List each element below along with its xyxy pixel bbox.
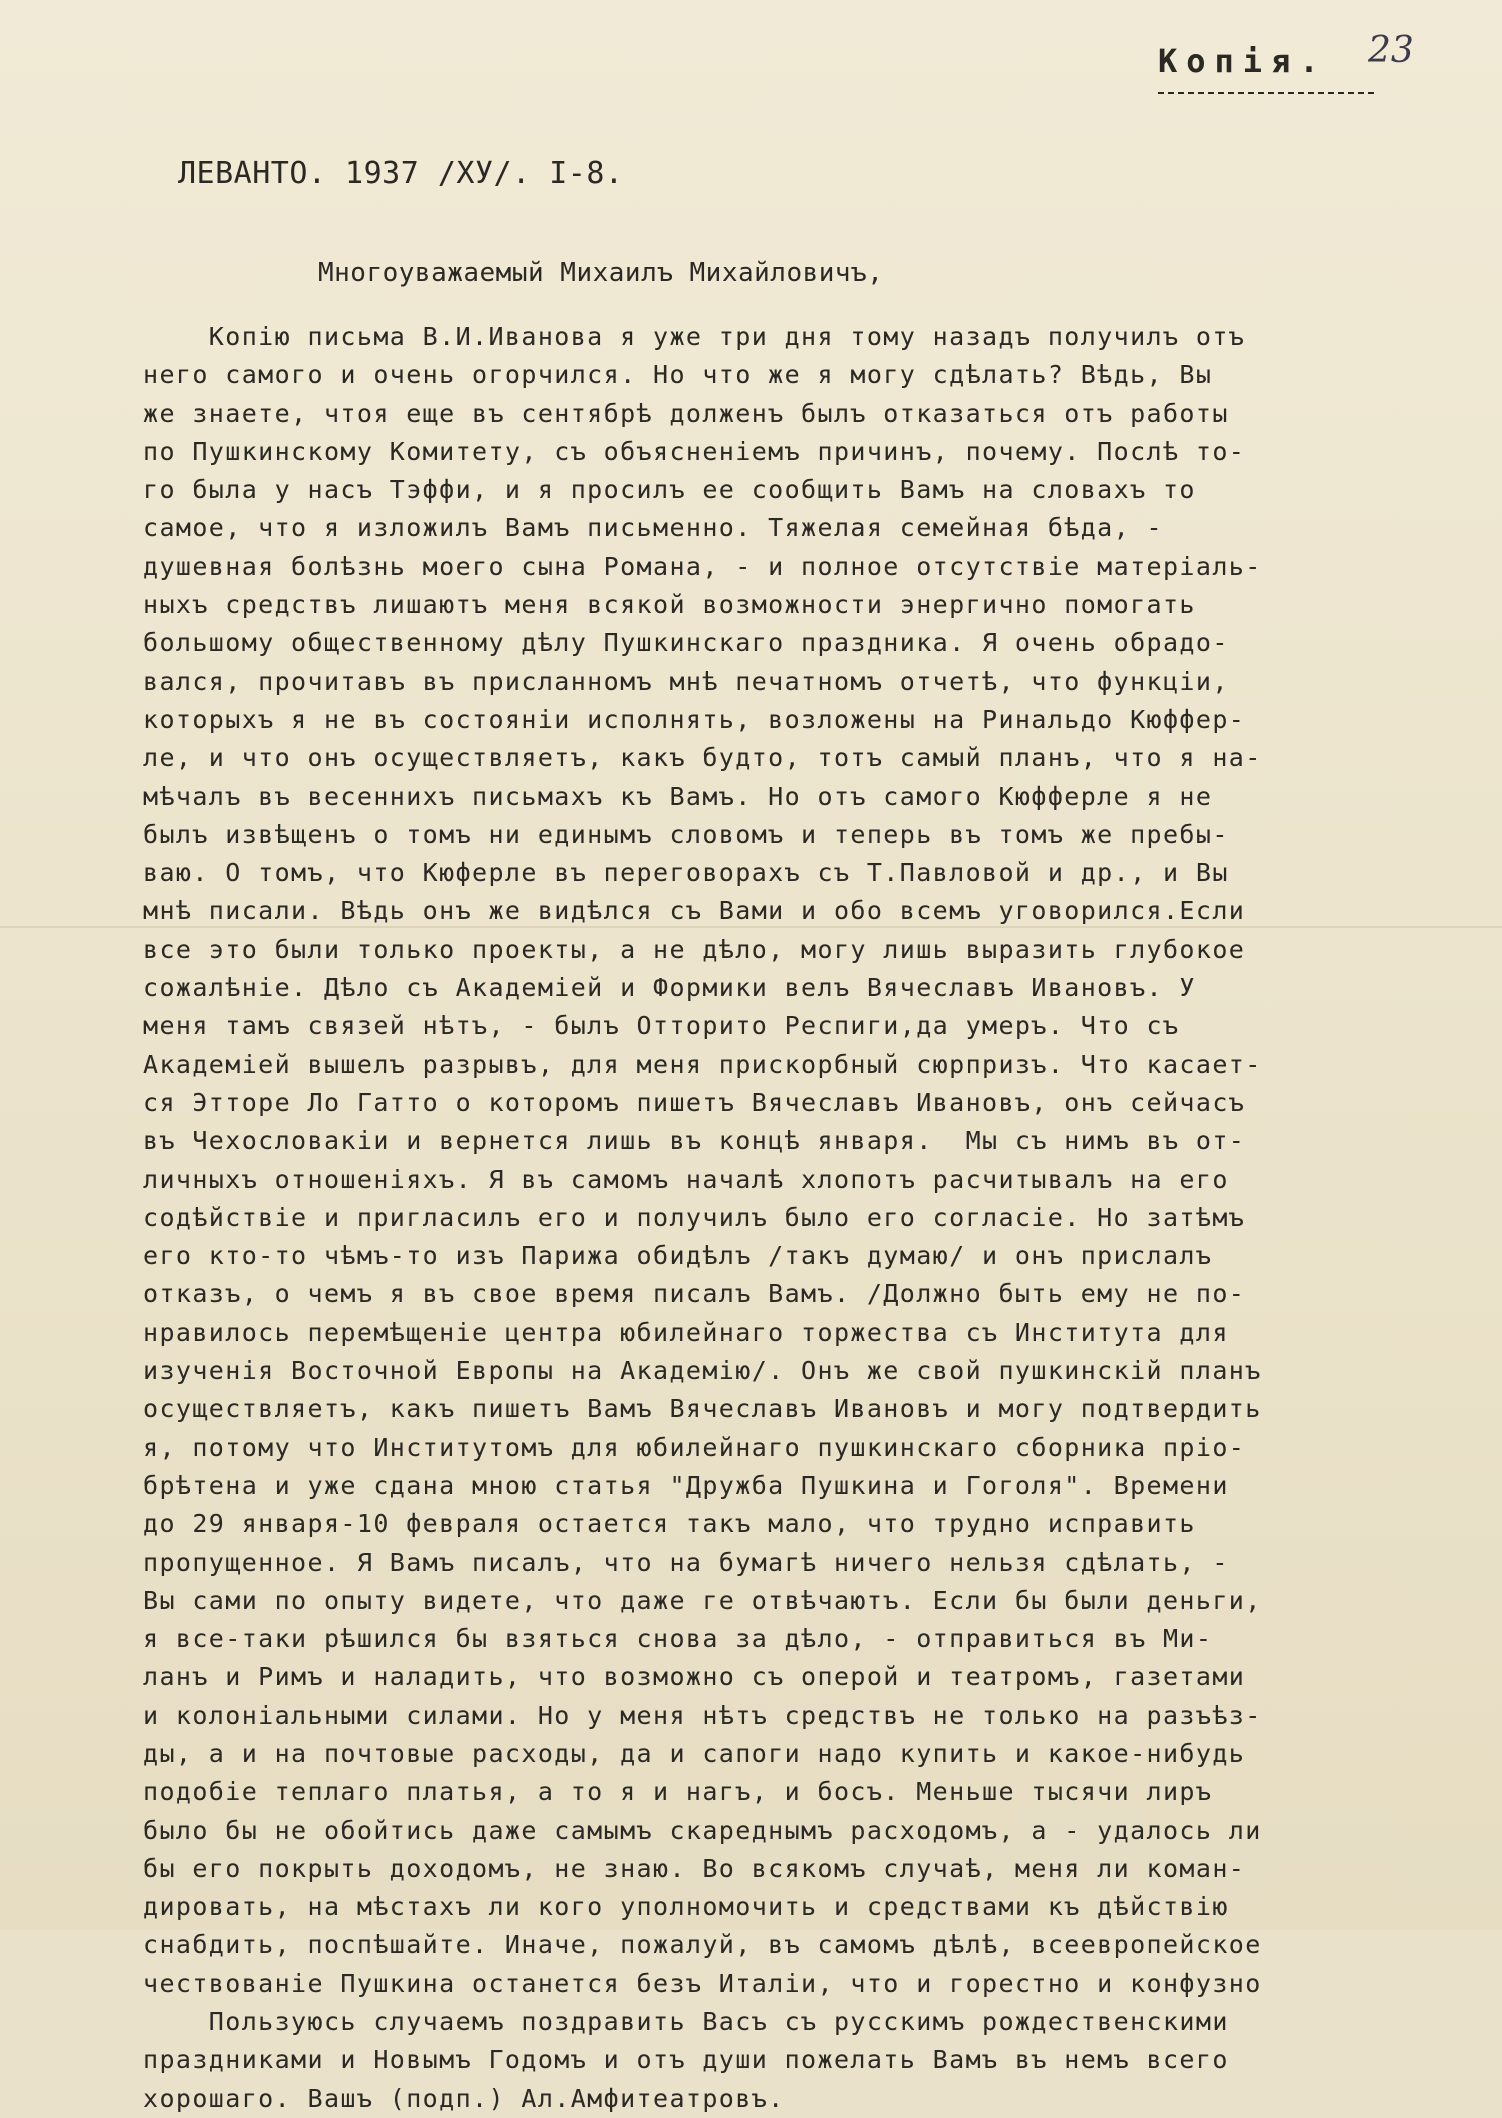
body-line: я все-таки рѣшился бы взяться снова за дѣло, - отправиться въ Ми- bbox=[143, 1624, 1213, 1654]
body-line: го была у насъ Тэффи, и я просилъ ее сообщить Вамъ на словахъ то bbox=[143, 475, 1196, 505]
body-line: большому общественному дѣлу Пушкинскаго праздника. Я очень обрадо- bbox=[143, 628, 1229, 658]
letter-body bbox=[143, 318, 1493, 2118]
body-line: въ Чехословакіи и вернется лишь въ концѣ января. Мы съ нимъ въ от- bbox=[143, 1126, 1246, 1156]
body-line: ваю. О томъ, что Кюферле въ переговорахъ съ Т.Павловой и др., и Вы bbox=[143, 858, 1229, 888]
body-line: ся Этторе Ло Гатто о которомъ пишетъ Вячеславъ Ивановъ, онъ сейчасъ bbox=[143, 1087, 1246, 1117]
dateline: ЛЕВАНТО. 1937 /ХУ/. I-8. bbox=[178, 156, 624, 191]
body-line: ле, и что онъ осуществляетъ, какъ будто, тотъ самый планъ, что я на- bbox=[143, 743, 1262, 773]
body-line: Академіей вышелъ разрывъ, для меня прискорбный сюрпризъ. Что касает- bbox=[143, 1049, 1262, 1079]
body-line: хорошаго. Вашъ (подп.) Ал.Амфитеатровъ. bbox=[143, 2083, 785, 2113]
body-line: чествованіе Пушкина останется безъ Италіи, что и горестно и конфузно bbox=[143, 1968, 1262, 1998]
body-line: содѣйствіе и пригласилъ его и получилъ было его согласіе. Но затѣмъ bbox=[143, 1202, 1246, 1232]
body-line: до 29 января-10 февраля остается такъ мало, что трудно исправить bbox=[143, 1509, 1196, 1539]
body-line: я, потому что Институтомъ для юбилейнаго пушкинскаго сборника пріо- bbox=[143, 1432, 1246, 1462]
body-line: ныхъ средствъ лишаютъ меня всякой возможности энергично помогать bbox=[143, 590, 1196, 620]
body-line: самое, что я изложилъ Вамъ письменно. Тяжелая семейная бѣда, - bbox=[143, 513, 1163, 543]
body-line: брѣтена и уже сдана мною статья "Дружба Пушкина и Гоголя". Времени bbox=[143, 1470, 1229, 1500]
body-line: ланъ и Римъ и наладить, что возможно съ оперой и театромъ, газетами bbox=[143, 1662, 1246, 1692]
body-line: мнѣ писали. Вѣдь онъ же видѣлся съ Вами и обо всемъ уговорился.Если bbox=[143, 896, 1246, 926]
body-line: нравилось перемѣщеніе центра юбилейнаго торжества съ Института для bbox=[143, 1317, 1229, 1347]
body-line: бы его покрыть доходомъ, не знаю. Во всякомъ случаѣ, меня ли коман- bbox=[143, 1853, 1246, 1883]
body-line: праздниками и Новымъ Годомъ и отъ души пожелать Вамъ въ немъ всего bbox=[143, 2045, 1229, 2075]
body-line: же знаете, чтоя еще въ сентябрѣ долженъ былъ отказаться отъ работы bbox=[143, 398, 1229, 428]
body-line: него самого и очень огорчился. Но что же я могу сдѣлать? Вѣдь, Вы bbox=[143, 360, 1213, 390]
copy-underline bbox=[1158, 92, 1374, 94]
body-line: снабдить, поспѣшайте. Иначе, пожалуй, въ самомъ дѣлѣ, всеевропейское bbox=[143, 1930, 1262, 1960]
body-line: Копію письма В.И.Иванова я уже три дня тому назадъ получилъ отъ bbox=[143, 322, 1246, 351]
body-line: сожалѣніе. Дѣло съ Академіей и Формики велъ Вячеславъ Ивановъ. У bbox=[143, 973, 1196, 1003]
body-line: изученія Восточной Европы на Академію/. Онъ же свой пушкинскій планъ bbox=[143, 1356, 1262, 1386]
body-line: которыхъ я не въ состояніи исполнять, возложены на Ринальдо Кюффер- bbox=[143, 704, 1246, 734]
body-line: Вы сами по опыту видете, что даже ге отвѣчаютъ. Если бы были деньги, bbox=[143, 1585, 1262, 1615]
body-line: душевная болѣзнь моего сына Романа, - и полное отсутствіе матеріаль- bbox=[143, 551, 1262, 581]
body-line: и колоніальными силами. Но у меня нѣтъ средствъ не только на разъѣз- bbox=[143, 1700, 1262, 1730]
body-line: подобіе теплаго платья, а то я и нагъ, и босъ. Меньше тысячи лиръ bbox=[143, 1777, 1213, 1807]
page-number: 23 bbox=[1368, 30, 1414, 71]
body-line: Пользуюсь случаемъ поздравить Васъ съ русскимъ рождественскими bbox=[143, 2007, 1229, 2037]
body-line: вался, прочитавъ въ присланномъ мнѣ печатномъ отчетѣ, что функціи, bbox=[143, 666, 1229, 696]
body-line: его кто-то чѣмъ-то изъ Парижа обидѣлъ /такъ думаю/ и онъ прислалъ bbox=[143, 1241, 1213, 1271]
body-line: было бы не обойтись даже самымъ скареднымъ расходомъ, а - удалось ли bbox=[143, 1815, 1262, 1845]
body-line: дировать, на мѣстахъ ли кого уполномочить и средствами къ дѣйствію bbox=[143, 1892, 1229, 1922]
body-line: личныхъ отношеніяхъ. Я въ самомъ началѣ хлопотъ расчитывалъ на его bbox=[143, 1164, 1229, 1194]
body-line: отказъ, о чемъ я въ свое время писалъ Вамъ. /Должно быть ему не по- bbox=[143, 1279, 1246, 1309]
body-line: пропущенное. Я Вамъ писалъ, что на бумагѣ ничего нельзя сдѣлать, - bbox=[143, 1547, 1229, 1577]
body-line: осуществляетъ, какъ пишетъ Вамъ Вячеславъ Ивановъ и могу подтвердить bbox=[143, 1394, 1262, 1424]
body-line: все это были только проекты, а не дѣло, могу лишь выразить глубокое bbox=[143, 934, 1246, 964]
body-line: меня тамъ связей нѣтъ, - былъ Отторито Респиги,да умеръ. Что съ bbox=[143, 1011, 1180, 1041]
body-line: былъ извѣщенъ о томъ ни единымъ словомъ и теперь въ томъ же пребы- bbox=[143, 819, 1229, 849]
body-line: мѣчалъ въ весеннихъ письмахъ къ Вамъ. Но отъ самого Кюфферле я не bbox=[143, 781, 1213, 811]
body-line: ды, а и на почтовые расходы, да и сапоги надо купить и какое-нибудь bbox=[143, 1738, 1246, 1768]
copy-label: Копія. bbox=[1158, 42, 1328, 80]
body-line: по Пушкинскому Комитету, съ объясненіемъ причинъ, почему. Послѣ то- bbox=[143, 436, 1246, 466]
salutation: Многоуважаемый Михаилъ Михайловичъ, bbox=[318, 258, 884, 288]
